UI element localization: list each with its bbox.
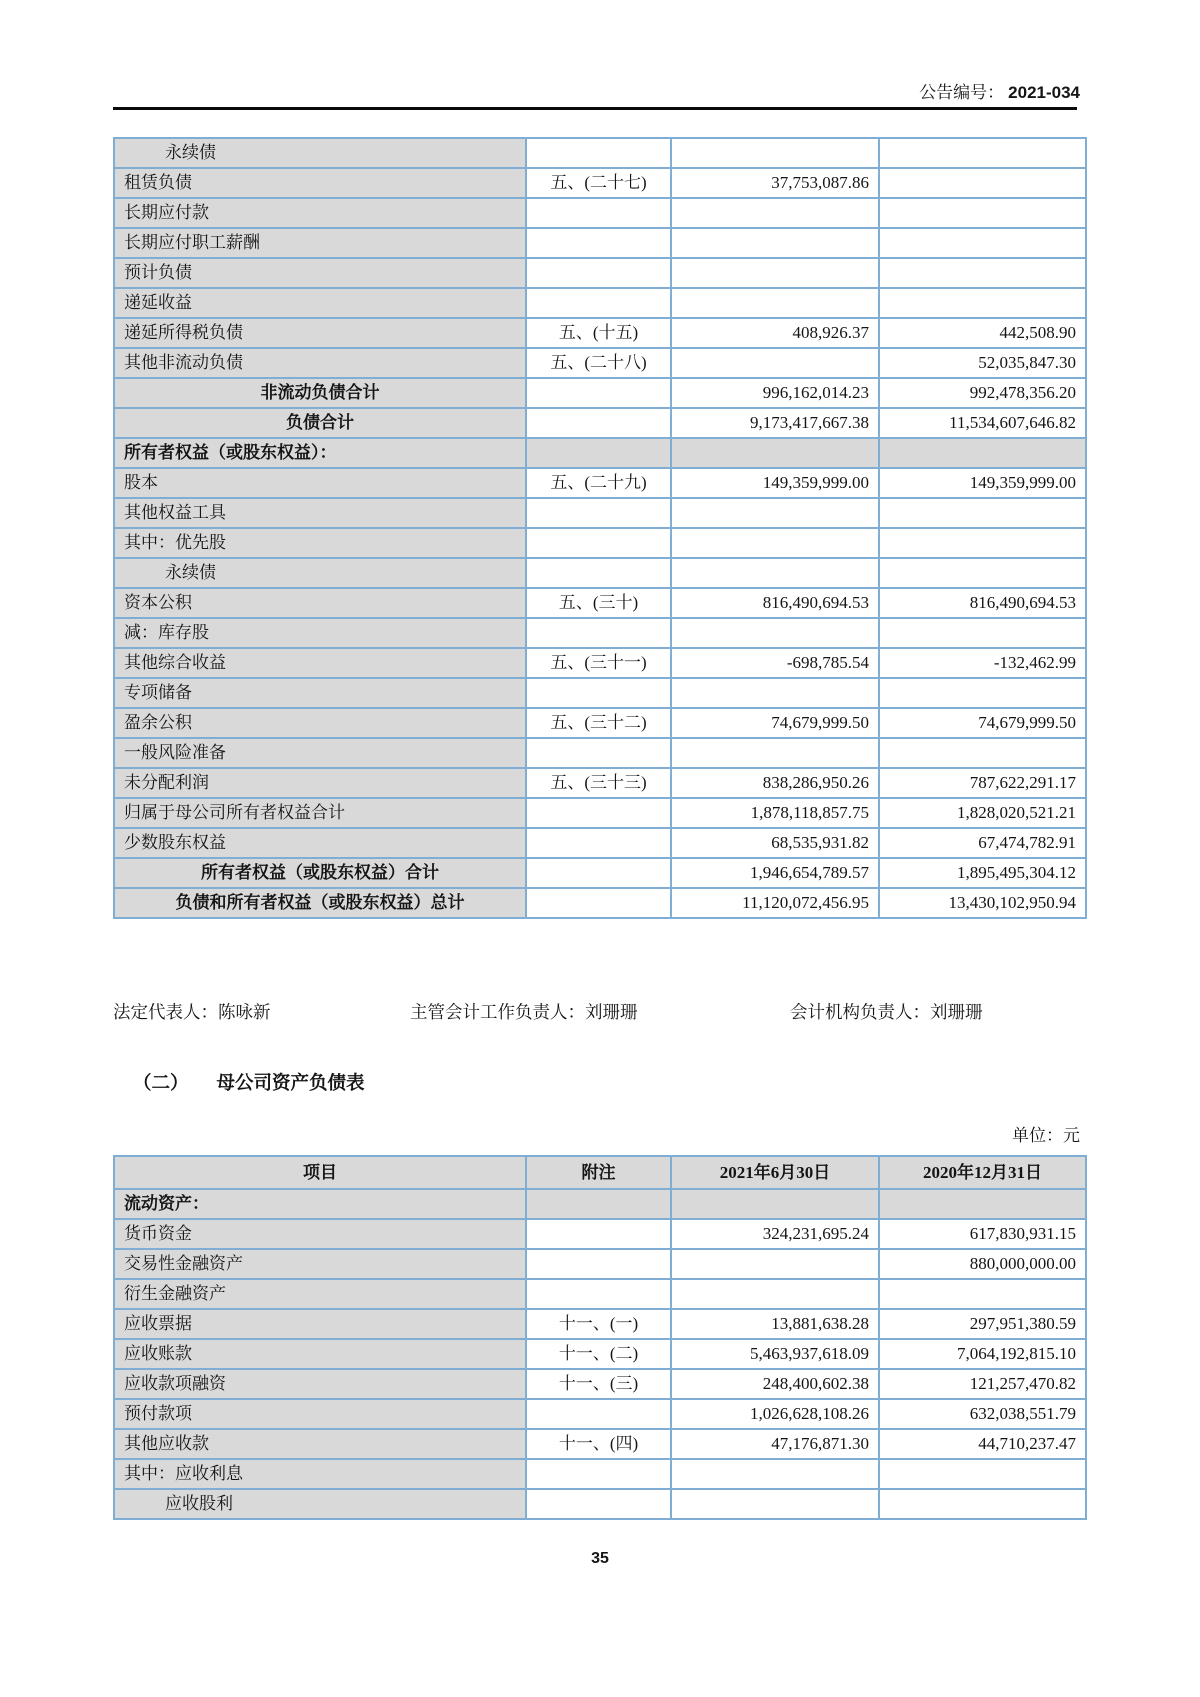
table-row	[114, 168, 1086, 198]
signature-line	[113, 999, 1085, 1023]
item-label: 一般风险准备	[114, 738, 526, 768]
note-ref: 十一、(二)	[526, 1339, 671, 1369]
value-prior: 13,430,102,950.94	[879, 888, 1086, 918]
value-prior: 297,951,380.59	[879, 1309, 1086, 1339]
note-ref: 五、(三十一)	[526, 648, 671, 678]
value-current: 1,026,628,108.26	[671, 1399, 879, 1429]
value-current: 68,535,931.82	[671, 828, 879, 858]
value-current	[671, 528, 879, 558]
item-label: 长期应付职工薪酬	[114, 228, 526, 258]
note-ref	[526, 1489, 671, 1519]
table-row	[114, 1369, 1086, 1399]
value-current: 5,463,937,618.09	[671, 1339, 879, 1369]
table-row	[114, 258, 1086, 288]
value-prior: 787,622,291.17	[879, 768, 1086, 798]
note-ref	[526, 678, 671, 708]
item-label: 盈余公积	[114, 708, 526, 738]
value-current: 324,231,695.24	[671, 1219, 879, 1249]
value-current	[671, 438, 879, 468]
value-current: 149,359,999.00	[671, 468, 879, 498]
value-current	[671, 288, 879, 318]
item-label: 未分配利润	[114, 768, 526, 798]
note-ref	[526, 258, 671, 288]
value-prior	[879, 618, 1086, 648]
value-prior	[879, 1459, 1086, 1489]
value-current	[671, 258, 879, 288]
section-title	[133, 1069, 365, 1095]
item-label: 股本	[114, 468, 526, 498]
value-prior	[879, 498, 1086, 528]
table-row	[114, 318, 1086, 348]
liabilities-equity-table	[113, 137, 1087, 919]
value-prior: 44,710,237.47	[879, 1429, 1086, 1459]
value-current	[671, 348, 879, 378]
value-current	[671, 558, 879, 588]
note-ref	[526, 378, 671, 408]
value-prior	[879, 1279, 1086, 1309]
note-ref	[526, 618, 671, 648]
table-row	[114, 618, 1086, 648]
value-prior	[879, 1189, 1086, 1219]
note-ref	[526, 888, 671, 918]
item-label: 非流动负债合计	[114, 378, 526, 408]
value-current	[671, 1489, 879, 1519]
value-prior: 149,359,999.00	[879, 468, 1086, 498]
note-ref	[526, 1219, 671, 1249]
note-ref: 五、(二十七)	[526, 168, 671, 198]
note-ref: 十一、(一)	[526, 1309, 671, 1339]
item-label: 预计负债	[114, 258, 526, 288]
table-row	[114, 768, 1086, 798]
item-label: 应收股利	[114, 1489, 526, 1519]
section-index: （二）	[133, 1074, 189, 1094]
item-label: 其他非流动负债	[114, 348, 526, 378]
item-label: 预付款项	[114, 1399, 526, 1429]
value-current	[671, 138, 879, 168]
value-prior: -132,462.99	[879, 648, 1086, 678]
note-ref	[526, 1459, 671, 1489]
table-row	[114, 798, 1086, 828]
item-label: 应收款项融资	[114, 1369, 526, 1399]
note-ref: 五、(三十二)	[526, 708, 671, 738]
value-prior	[879, 228, 1086, 258]
value-prior	[879, 288, 1086, 318]
table-row	[114, 1429, 1086, 1459]
note-ref	[526, 438, 671, 468]
item-label: 应收账款	[114, 1339, 526, 1369]
note-ref	[526, 1189, 671, 1219]
item-label: 减：库存股	[114, 618, 526, 648]
value-current: 13,881,638.28	[671, 1309, 879, 1339]
table-row	[114, 1459, 1086, 1489]
table-row	[114, 498, 1086, 528]
value-current: 11,120,072,456.95	[671, 888, 879, 918]
unit-note: 单位：元	[1012, 1126, 1080, 1145]
item-label: 租赁负债	[114, 168, 526, 198]
value-current: 816,490,694.53	[671, 588, 879, 618]
chief-accountant: 主管会计工作负责人：刘珊珊	[410, 1002, 638, 1022]
table-row	[114, 528, 1086, 558]
table-row	[114, 588, 1086, 618]
value-current: 408,926.37	[671, 318, 879, 348]
item-label: 其中：优先股	[114, 528, 526, 558]
value-prior: 617,830,931.15	[879, 1219, 1086, 1249]
item-label: 其他权益工具	[114, 498, 526, 528]
section-title-text: 母公司资产负债表	[216, 1074, 365, 1094]
value-prior	[879, 738, 1086, 768]
value-current	[671, 678, 879, 708]
note-ref: 五、(三十)	[526, 588, 671, 618]
value-prior: 992,478,356.20	[879, 378, 1086, 408]
value-current	[671, 738, 879, 768]
note-ref	[526, 828, 671, 858]
value-current: 838,286,950.26	[671, 768, 879, 798]
value-prior: 52,035,847.30	[879, 348, 1086, 378]
table-row	[114, 1249, 1086, 1279]
col-header-current-period: 2021年6月30日	[671, 1156, 879, 1189]
col-header-note: 附注	[526, 1156, 671, 1189]
item-label: 应收票据	[114, 1309, 526, 1339]
note-ref: 五、(三十三)	[526, 768, 671, 798]
note-ref: 五、(十五)	[526, 318, 671, 348]
announcement-number	[919, 78, 1080, 103]
value-prior	[879, 558, 1086, 588]
item-label: 递延所得税负债	[114, 318, 526, 348]
value-prior	[879, 678, 1086, 708]
table-row	[114, 1189, 1086, 1219]
note-ref	[526, 1399, 671, 1429]
table-row	[114, 1399, 1086, 1429]
note-ref	[526, 498, 671, 528]
table-row	[114, 228, 1086, 258]
item-label: 负债合计	[114, 408, 526, 438]
value-prior	[879, 168, 1086, 198]
table-row	[114, 558, 1086, 588]
note-ref	[526, 1279, 671, 1309]
table-row	[114, 888, 1086, 918]
value-current: -698,785.54	[671, 648, 879, 678]
value-prior: 880,000,000.00	[879, 1249, 1086, 1279]
note-ref	[526, 798, 671, 828]
value-current	[671, 1279, 879, 1309]
item-label: 流动资产：	[114, 1189, 526, 1219]
table-row	[114, 138, 1086, 168]
value-current	[671, 1249, 879, 1279]
col-header-item: 项目	[114, 1156, 526, 1189]
table-row	[114, 828, 1086, 858]
item-label: 衍生金融资产	[114, 1279, 526, 1309]
table-header-row	[114, 1156, 1086, 1189]
item-label: 归属于母公司所有者权益合计	[114, 798, 526, 828]
value-prior	[879, 1489, 1086, 1519]
value-prior: 1,895,495,304.12	[879, 858, 1086, 888]
value-current: 996,162,014.23	[671, 378, 879, 408]
value-prior	[879, 438, 1086, 468]
item-label: 长期应付款	[114, 198, 526, 228]
table-row	[114, 438, 1086, 468]
value-prior: 816,490,694.53	[879, 588, 1086, 618]
note-ref	[526, 738, 671, 768]
item-label: 负债和所有者权益（或股东权益）总计	[114, 888, 526, 918]
table-row	[114, 378, 1086, 408]
legal-representative: 法定代表人：陈咏新	[113, 1002, 271, 1022]
parent-balance-sheet-table	[113, 1155, 1087, 1520]
table-row	[114, 1219, 1086, 1249]
note-ref	[526, 528, 671, 558]
value-prior	[879, 138, 1086, 168]
item-label: 其他综合收益	[114, 648, 526, 678]
table-row	[114, 1489, 1086, 1519]
item-label: 递延收益	[114, 288, 526, 318]
note-ref: 五、(二十八)	[526, 348, 671, 378]
table-row	[114, 858, 1086, 888]
item-label: 交易性金融资产	[114, 1249, 526, 1279]
table-row	[114, 648, 1086, 678]
value-prior	[879, 258, 1086, 288]
value-prior: 11,534,607,646.82	[879, 408, 1086, 438]
value-current: 74,679,999.50	[671, 708, 879, 738]
table-row	[114, 678, 1086, 708]
item-label: 所有者权益（或股东权益）合计	[114, 858, 526, 888]
table-row	[114, 198, 1086, 228]
table-row	[114, 708, 1086, 738]
item-label: 资本公积	[114, 588, 526, 618]
announcement-number-value: 2021-034	[1008, 83, 1080, 102]
value-current: 37,753,087.86	[671, 168, 879, 198]
value-prior: 67,474,782.91	[879, 828, 1086, 858]
table-row	[114, 408, 1086, 438]
value-current	[671, 1189, 879, 1219]
item-label: 专项储备	[114, 678, 526, 708]
value-current: 248,400,602.38	[671, 1369, 879, 1399]
note-ref	[526, 1249, 671, 1279]
table-row	[114, 288, 1086, 318]
note-ref	[526, 138, 671, 168]
item-label: 其中：应收利息	[114, 1459, 526, 1489]
table-row	[114, 468, 1086, 498]
note-ref	[526, 288, 671, 318]
value-prior: 1,828,020,521.21	[879, 798, 1086, 828]
note-ref	[526, 558, 671, 588]
value-prior	[879, 198, 1086, 228]
item-label: 少数股东权益	[114, 828, 526, 858]
item-label: 永续债	[114, 138, 526, 168]
value-current: 1,878,118,857.75	[671, 798, 879, 828]
value-current	[671, 1459, 879, 1489]
table-row	[114, 738, 1086, 768]
note-ref: 五、(二十九)	[526, 468, 671, 498]
value-prior: 121,257,470.82	[879, 1369, 1086, 1399]
announcement-number-label: 公告编号：	[919, 83, 1005, 102]
item-label: 其他应收款	[114, 1429, 526, 1459]
accounting-department-head: 会计机构负责人：刘珊珊	[790, 1002, 983, 1022]
page-number: 35	[591, 1550, 609, 1567]
value-prior: 632,038,551.79	[879, 1399, 1086, 1429]
table-row	[114, 1339, 1086, 1369]
value-current: 1,946,654,789.57	[671, 858, 879, 888]
value-current: 47,176,871.30	[671, 1429, 879, 1459]
item-label: 货币资金	[114, 1219, 526, 1249]
note-ref	[526, 198, 671, 228]
note-ref: 十一、(三)	[526, 1369, 671, 1399]
value-prior: 442,508.90	[879, 318, 1086, 348]
value-current	[671, 228, 879, 258]
note-ref: 十一、(四)	[526, 1429, 671, 1459]
value-prior: 7,064,192,815.10	[879, 1339, 1086, 1369]
col-header-prior-period: 2020年12月31日	[879, 1156, 1086, 1189]
value-current	[671, 618, 879, 648]
item-label: 永续债	[114, 558, 526, 588]
table-row	[114, 1309, 1086, 1339]
header-divider	[113, 107, 1077, 110]
value-prior	[879, 528, 1086, 558]
value-current	[671, 498, 879, 528]
value-prior: 74,679,999.50	[879, 708, 1086, 738]
value-current: 9,173,417,667.38	[671, 408, 879, 438]
item-label: 所有者权益（或股东权益）：	[114, 438, 526, 468]
note-ref	[526, 858, 671, 888]
note-ref	[526, 228, 671, 258]
table-row	[114, 348, 1086, 378]
value-current	[671, 198, 879, 228]
table-row	[114, 1279, 1086, 1309]
note-ref	[526, 408, 671, 438]
